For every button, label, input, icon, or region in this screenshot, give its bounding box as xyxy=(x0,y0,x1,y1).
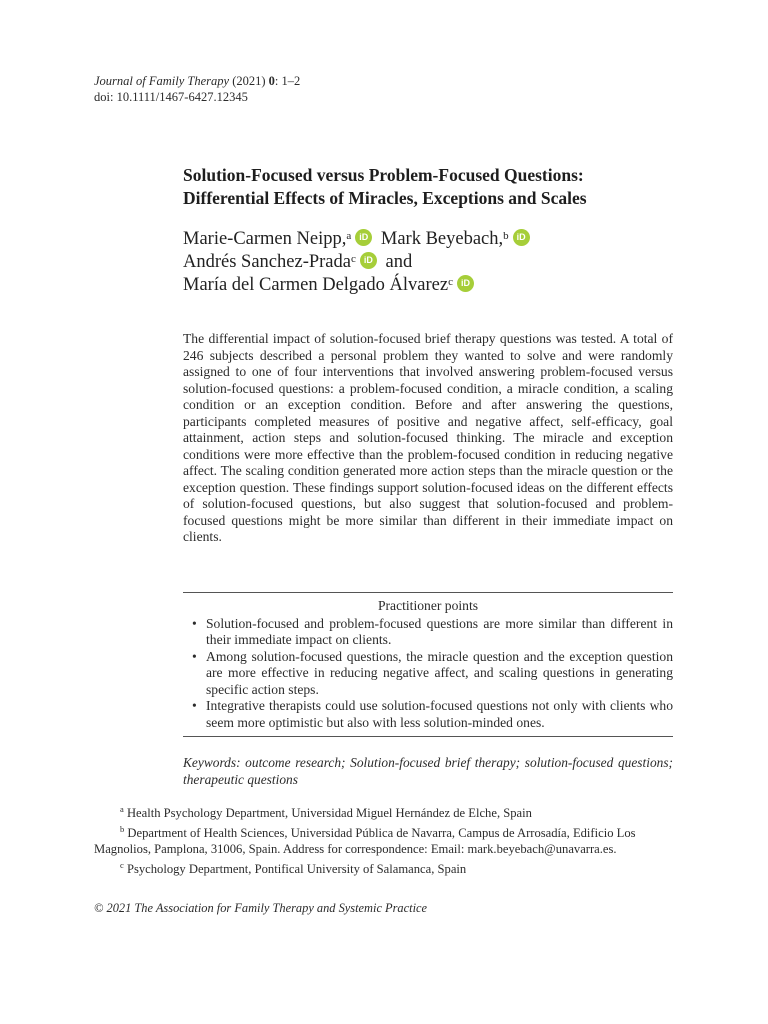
article-title xyxy=(183,164,683,210)
practitioner-points-list xyxy=(183,616,673,732)
list-item xyxy=(183,698,673,731)
title-line-1: Solution-Focused versus Problem-Focused Questions: xyxy=(183,165,584,185)
journal-header xyxy=(94,73,300,105)
orcid-icon[interactable]: iD xyxy=(457,275,474,292)
author-line-1 xyxy=(183,228,663,251)
affiliation-text: Department of Health Sciences, Universidad Pública de Navarra, Campus de Arrosadía, Edificio Los Magnolios, Pamplona, 31006, Spain. Address for correspondence: Email: mark.beyebach@unavarra.es. xyxy=(94,826,636,857)
affiliation-item xyxy=(94,857,664,877)
affiliation-item xyxy=(94,801,664,821)
affiliation-marker: c xyxy=(120,860,124,871)
list-item-text: Integrative therapists could use solution-focused questions not only with clients who seem more optimistic but also with less solution-minded ones. xyxy=(206,698,673,730)
affiliation-marker: c xyxy=(350,253,356,265)
affiliation-marker: c xyxy=(448,276,453,288)
practitioner-points xyxy=(183,598,673,731)
bullet-icon: • xyxy=(192,648,197,664)
bullet-icon: • xyxy=(192,698,197,713)
author-name: María del Carmen Delgado Álvarez xyxy=(183,275,449,295)
practitioner-points-title: Practitioner points xyxy=(377,598,479,613)
author-name: Marie-Carmen Neipp, xyxy=(183,229,347,249)
doi[interactable]: doi: 10.1111/1467-6427.12345 xyxy=(94,90,248,104)
keywords: Keywords: outcome research; Solution-focused brief therapy; solution-focused questions; therapeutic questions xyxy=(183,755,673,787)
affiliation-marker: a xyxy=(346,230,352,242)
author-conjunction: and xyxy=(385,252,413,272)
author-list xyxy=(183,228,663,297)
abstract xyxy=(183,331,673,546)
author-line-2 xyxy=(183,251,663,274)
journal-citation xyxy=(94,73,300,89)
divider xyxy=(183,592,673,593)
list-item-text: Among solution-focused questions, the miracle question and the exception question are more effective in reducing negative affect, and scaling questions in generating specific action steps. xyxy=(206,648,673,697)
affiliation-item xyxy=(94,821,664,857)
title-line-2: Differential Effects of Miracles, Exceptions and Scales xyxy=(183,188,587,208)
orcid-icon[interactable]: iD xyxy=(355,229,372,246)
affiliation-text: Health Psychology Department, Universidad Miguel Hernández de Elche, Spain xyxy=(126,806,532,821)
affiliation-text: Psychology Department, Pontifical University of Salamanca, Spain xyxy=(126,862,467,877)
affiliations xyxy=(94,801,664,878)
copyright: © 2021 The Association for Family Therapy and Systemic Practice xyxy=(94,901,428,915)
list-item xyxy=(183,649,673,699)
affiliation-marker: b xyxy=(503,230,509,242)
journal-volume: 0 xyxy=(268,74,275,88)
affiliation-marker: b xyxy=(120,824,125,835)
divider xyxy=(183,736,673,737)
author-name: Mark Beyebach, xyxy=(380,229,504,249)
author-name: Andrés Sanchez-Prada xyxy=(183,252,351,272)
journal-year: (2021) xyxy=(232,74,266,88)
orcid-icon[interactable]: iD xyxy=(360,252,377,269)
abstract-text: The differential impact of solution-focused brief therapy questions was tested. A total of 246 subjects described a personal problem they wanted to solve and were randomly assigned to one of four interventions that involved answering problem-focused versus solution-focused questions: a problem-focused condition, a miracle condition, a scaling condition or an exception condition. Before and after answering the questions, participants completed measures of positive and negative affect, self-efficacy, goal attainment, action steps and solution-focused thinking. The miracle and exception conditions were more effective than the problem-focused condition in reducing negative affect. The scaling condition generated more action steps than the miracle question or the exception question. These findings support solution-focused ideas on the different effects of solution-focused questions, but also suggest that solution-focused and problem-focused questions might be more similar than different in their immediate impact on clients. xyxy=(183,331,673,544)
list-item-text: Solution-focused and problem-focused questions are more similar than different in their immediate impact on clients. xyxy=(206,615,673,647)
orcid-icon[interactable]: iD xyxy=(513,229,530,246)
bullet-icon: • xyxy=(192,615,197,631)
author-line-3 xyxy=(183,274,663,297)
journal-pages: : 1–2 xyxy=(274,74,301,88)
journal-name: Journal of Family Therapy xyxy=(94,74,230,88)
list-item xyxy=(183,616,673,649)
affiliation-marker: a xyxy=(120,804,124,814)
